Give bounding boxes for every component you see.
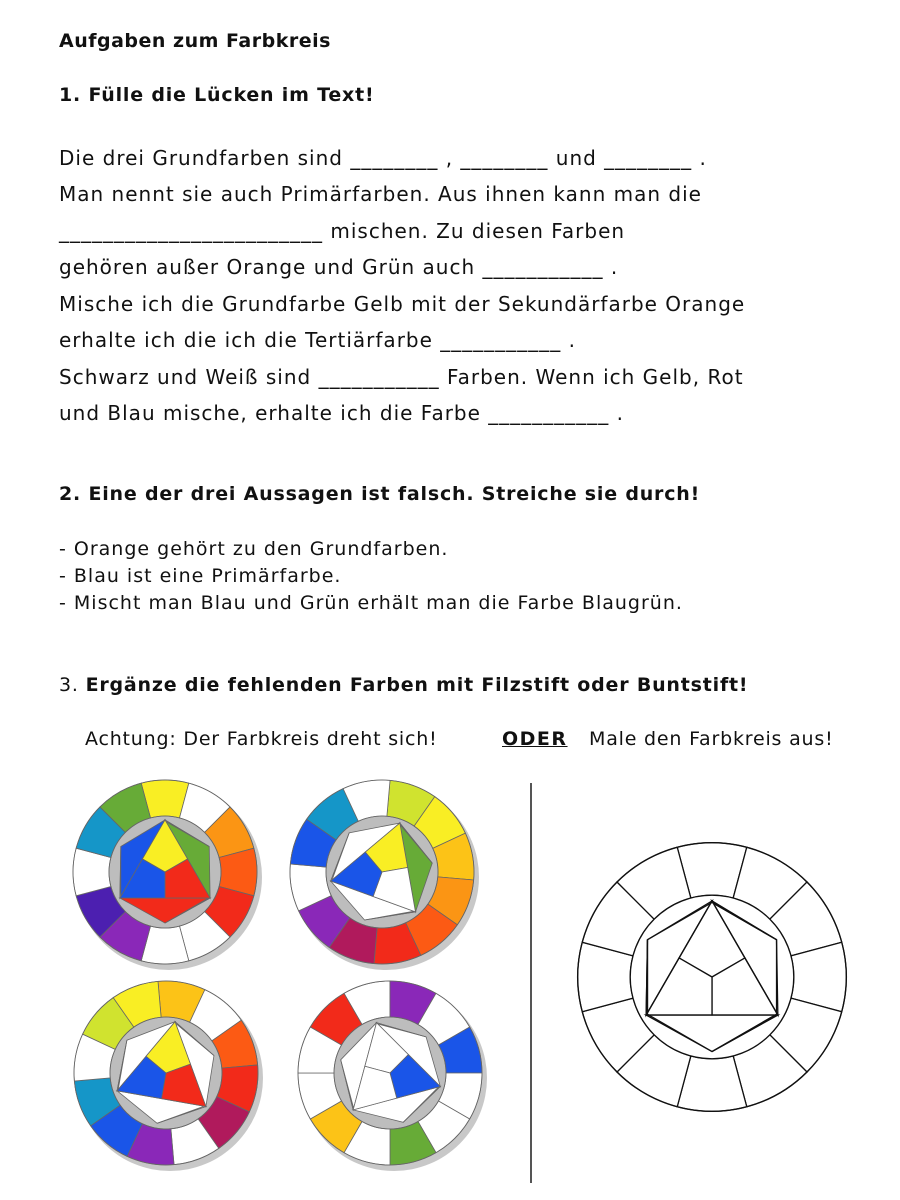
task-1-line: Man nennt sie auch Primärfarben. Aus ihnen kann man die [59,182,702,206]
task-1-line: gehören außer Orange und Grün auch ___________ . [59,255,619,279]
task-1-line: erhalte ich die ich die Tertiärfarbe ___________ . [59,328,576,352]
task-3-heading-text: Ergänze die fehlenden Farben mit Filzstift oder Buntstift! [85,674,749,696]
color-in-note: Male den Farbkreis aus! [589,728,834,750]
color-wheel-4 [290,973,490,1173]
color-wheel-2 [282,772,482,972]
task-1-line: Die drei Grundfarben sind ________ , ________ und ________ . [59,146,707,170]
task-3-number: 3. [59,674,79,696]
task-1-line: Mische ich die Grundfarbe Gelb mit der Sekundärfarbe Orange [59,292,746,316]
task-1-heading: 1. Fülle die Lücken im Text! [59,84,375,106]
task-2-statement: - Orange gehört zu den Grundfarben. [59,538,449,560]
task-2-statement: - Mischt man Blau und Grün erhält man die Farbe Blaugrün. [59,592,683,614]
blank-color-wheel [566,831,858,1123]
task-2-statement: - Blau ist eine Primärfarbe. [59,565,342,587]
color-wheel-3 [66,973,266,1173]
column-divider [530,783,532,1183]
color-wheel-1 [65,772,265,972]
rotation-note: Achtung: Der Farbkreis dreht sich! [85,728,438,750]
task-1-line: und Blau mische, erhalte ich die Farbe ___________ . [59,401,625,425]
task-1-line: Schwarz und Weiß sind ___________ Farben. Wenn ich Gelb, Rot [59,365,744,389]
worksheet-title: Aufgaben zum Farbkreis [59,30,331,52]
task-1-line: ________________________ mischen. Zu diesen Farben [59,219,626,243]
task-2-heading: 2. Eine der drei Aussagen ist falsch. Streiche sie durch! [59,483,701,505]
oder-label: ODER [502,728,568,750]
task-3-heading [59,674,748,696]
